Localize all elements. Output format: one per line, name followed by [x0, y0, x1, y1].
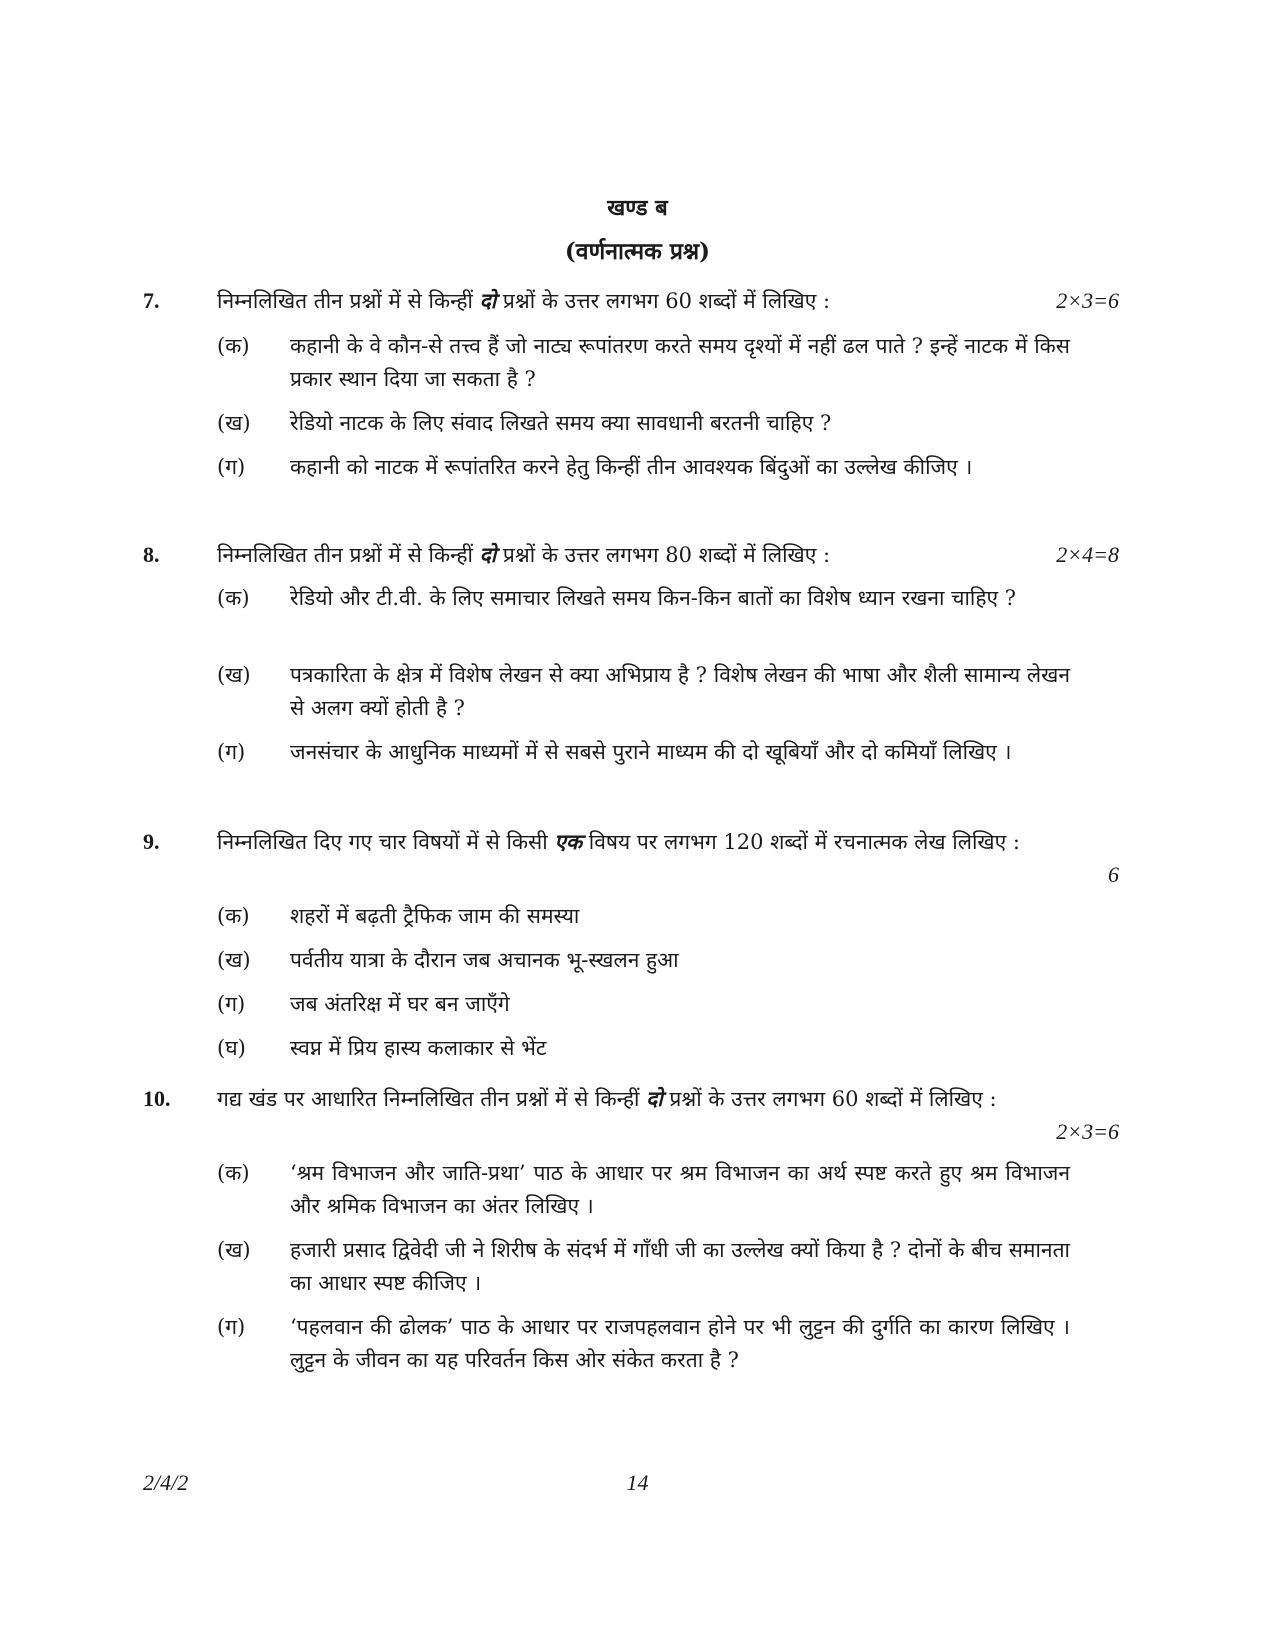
item-text: ‘श्रम विभाजन और जाति-प्रथा’ पाठ के आधार पर श्रम विभाजन का अर्थ स्पष्ट करते हुए श्रम विभाजन और श्रमिक विभाजन का अंतर लिखिए । [290, 1161, 1070, 1218]
item-text: कहानी के वे कौन-से तत्त्व हैं जो नाट्य रूपांतरण करते समय दृश्यों में नहीं ढल पाते ? इन्हें नाटक में किस प्रकार स्थान दिया जा सकता है ? [290, 334, 1070, 391]
item-text: पत्रकारिता के क्षेत्र में विशेष लेखन से क्या अभिप्राय है ? विशेष लेखन की भाषा और शैली सामान्य लेखन से अलग क्यों होती है ? [290, 663, 1070, 720]
item-text: हजारी प्रसाद द्विवेदी जी ने शिरीष के संदर्भ में गाँधी जी का उल्लेख क्यों किया है ? दोनों के बीच समानता का आधार स्पष्ट कीजिए । [290, 1238, 1070, 1295]
emphasis-word: दो [479, 542, 497, 567]
question-prompt: निम्नलिखित तीन प्रश्नों में से किन्हीं दो प्रश्नों के उत्तर लगभग 80 शब्दों में लिखिए : [217, 542, 831, 567]
item-text: स्वप्न में प्रिय हास्य कलाकार से भेंट [290, 1036, 547, 1060]
paper-code: 2/4/2 [143, 1470, 189, 1495]
item-text: जनसंचार के आधुनिक माध्यमों में से सबसे पुराने माध्यम की दो खूबियाँ और दो कमियाँ लिखिए । [290, 740, 1012, 764]
question-number: 8. [143, 542, 160, 567]
emphasis-word: एक [554, 829, 583, 854]
item-label: (ख) [217, 663, 251, 687]
question-marks: 6 [1108, 862, 1119, 887]
section-title: खण्ड ब [607, 195, 668, 221]
item-label: (ग) [217, 992, 246, 1016]
question-prompt: निम्नलिखित तीन प्रश्नों में से किन्हीं दो प्रश्नों के उत्तर लगभग 60 शब्दों में लिखिए : [217, 288, 831, 313]
item-label: (क) [217, 334, 250, 358]
item-label: (क) [217, 586, 250, 610]
item-text: ‘पहलवान की ढोलक’ पाठ के आधार पर राजपहलवान होने पर भी लुट्टन की दुर्गति का कारण लिखिए । लुट्टन के जीवन का यह परिवर्तन किस ओर संकेत करता है ? [290, 1315, 1070, 1372]
question-number: 7. [143, 288, 160, 313]
question-marks: 2×3=6 [1056, 1119, 1119, 1144]
item-label: (ख) [217, 411, 251, 435]
question-marks: 2×3=6 [1056, 288, 1119, 313]
item-text: शहरों में बढ़ती ट्रैफिक जाम की समस्या [290, 904, 580, 928]
item-text: जब अंतरिक्ष में घर बन जाएँगे [290, 992, 510, 1016]
emphasis-word: दो [479, 288, 497, 313]
item-label: (ख) [217, 1238, 251, 1262]
question-marks: 2×4=8 [1056, 542, 1119, 567]
item-text: रेडियो नाटक के लिए संवाद लिखते समय क्या सावधानी बरतनी चाहिए ? [290, 411, 832, 435]
question-prompt: निम्नलिखित दिए गए चार विषयों में से किसी एक विषय पर लगभग 120 शब्दों में रचनात्मक लेख लिखिए : [217, 829, 1020, 854]
item-label: (क) [217, 904, 250, 928]
item-label: (ख) [217, 948, 251, 972]
question-prompt: गद्य खंड पर आधारित निम्नलिखित तीन प्रश्नों में से किन्हीं दो प्रश्नों के उत्तर लगभग 60 शब्दों में लिखिए : [217, 1086, 997, 1111]
section-subtitle: (वर्णनात्मक प्रश्न) [564, 238, 711, 265]
item-label: (क) [217, 1161, 250, 1185]
emphasis-word: दो [646, 1086, 663, 1111]
item-text: रेडियो और टी.वी. के लिए समाचार लिखते समय किन-किन बातों का विशेष ध्यान रखना चाहिए ? [290, 586, 1017, 610]
item-text: पर्वतीय यात्रा के दौरान जब अचानक भू-स्खलन हुआ [290, 948, 679, 972]
question-number: 9. [143, 829, 160, 854]
item-label: (घ) [217, 1036, 246, 1060]
question-number: 10. [143, 1086, 171, 1111]
item-label: (ग) [217, 455, 246, 479]
item-text: कहानी को नाटक में रूपांतरित करने हेतु किन्हीं तीन आवश्यक बिंदुओं का उल्लेख कीजिए । [290, 455, 973, 479]
item-label: (ग) [217, 1315, 246, 1339]
item-label: (ग) [217, 740, 246, 764]
page-number: 14 [626, 1470, 649, 1495]
